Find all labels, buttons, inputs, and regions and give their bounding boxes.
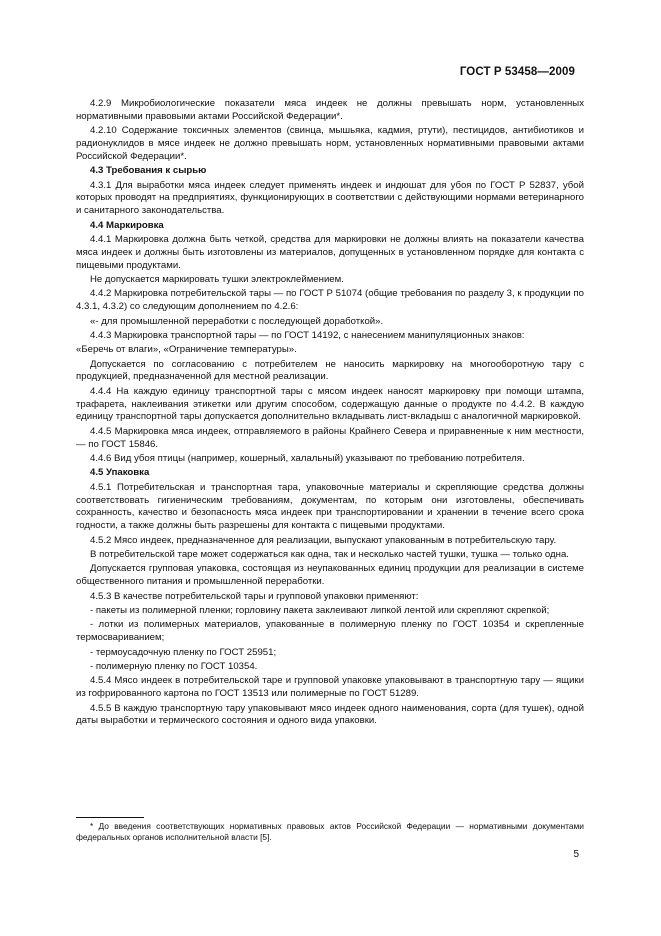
section-heading-4-3: 4.3 Требования к сырью <box>90 165 207 177</box>
footnote: * До введения соответствующих нормативных правовых актов Российской Федерации — нормативными документами федеральных органов исполнительной власти [5]. <box>76 821 584 842</box>
list-item-shrink-film: - термоусадочную пленку по ГОСТ 25951; <box>90 646 277 658</box>
paragraph-4-5-5: 4.5.5 В каждую транспортную тару упаковывают мясо индеек одного наименования, сорта (для тушек), одной даты выработки и термического состояния и одного вида упаковки. <box>76 702 584 727</box>
paragraph-4-4-3: 4.4.3 Маркировка транспортной тары — по ГОСТ 14192, с нанесением манипуляционных знаков: <box>90 329 525 341</box>
paragraph-4-2-9: 4.2.9 Микробиологические показатели мяса индеек не должны превышать норм, установленных нормативными правовыми актами Российской Федерации*. <box>76 98 584 122</box>
paragraph-4-4-1: 4.4.1 Маркировка должна быть четкой, средства для маркировки не должны влиять на показатели качества мяса индеек и должны быть изготовлены из материалов, допущенных в установленном порядке для контакта с пищевыми продуктами. <box>76 233 584 271</box>
paragraph-consumer-tare-parts: В потребительской таре может содержаться как одна, так и несколько частей тушки, тушка — только одна. <box>90 548 569 560</box>
paragraph-4-4-2-addition: «- для промышленной переработки с последующей доработкой». <box>90 315 384 327</box>
footnote-separator <box>76 817 144 818</box>
list-item-trays: - лотки из полимерных материалов, упакованные в полимерную пленку по ГОСТ 10354 и скрепленные термосвариванием; <box>76 619 584 644</box>
paragraph-4-4-2: 4.4.2 Маркировка потребительской тары — по ГОСТ Р 51074 (общие требования по разделу 3, к продукции по 4.3.1, 4.3.2) со следующим дополнением по 4.2.6: <box>76 288 584 313</box>
paragraph-no-electro-branding: Не допускается маркировать тушки электроклеймением. <box>90 273 344 285</box>
paragraph-4-2-10: 4.2.10 Содержание токсичных элементов (свинца, мышьяка, кадмия, ртути), пестицидов, антибиотиков и радионуклидов в мясе индеек не должно превышать норм, установленных нормативными правовыми актами Российской Федерации*. <box>76 125 584 162</box>
paragraph-4-5-1: 4.5.1 Потребительская и транспортная тара, упаковочные материалы и скрепляющие средства должны соответствовать гигиеническим требованиям, документам, по которым они изготовлены, обеспечивать сохранность, качество и безопасность мяса индеек при транспортировании и хранении в течение всего срока годности, а также должны быть разрешены для контакта с пищевыми продуктами. <box>76 481 584 532</box>
main-content <box>76 98 584 730</box>
paragraph-4-4-6: 4.4.6 Вид убоя птицы (например, кошерный, халальный) указывают по требованию потребителя. <box>90 453 525 465</box>
section-heading-4-5: 4.5 Упаковка <box>90 467 150 479</box>
paragraph-4-5-4: 4.5.4 Мясо индеек в потребительской таре и групповой упаковке упаковывают в транспортную тару — ящики из гофрированного картона по ГОСТ 13513 или полимерные по ГОСТ 51289. <box>76 675 584 700</box>
list-item-bags: - пакеты из полимерной пленки; горловину пакета заклеивают липкой лентой или скрепляют скрепкой; <box>90 604 550 616</box>
document-code: ГОСТ Р 53458—2009 <box>459 66 575 78</box>
list-item-polymer-film: - полимерную пленку по ГОСТ 10354. <box>90 660 258 672</box>
paragraph-4-4-5: 4.4.5 Маркировка мяса индеек, отправляемого в районы Крайнего Севера и приравненные к ним местности, — по ГОСТ 15846. <box>76 425 584 450</box>
paragraph-4-5-3: 4.5.3 В качестве потребительской тары и групповой упаковки применяют: <box>90 590 419 602</box>
paragraph-4-4-4: 4.4.4 На каждую единицу транспортной тары с мясом индеек наносят маркировку при помощи штампа, трафарета, наклеивания этикетки или другим способом, содержащую данные о продукте по 4.4.2. В каждую единицу транспортной тары допускается дополнительно вкладывать лист-вкладыш с аналогичной маркировкой. <box>76 385 584 423</box>
paragraph-4-4-3-signs: «Беречь от влаги», «Ограничение температуры». <box>76 344 297 356</box>
section-heading-4-4: 4.4 Маркировка <box>90 219 164 231</box>
paragraph-reusable-tare: Допускается по согласованию с потребителем не наносить маркировку на многооборотную тару с продукцией, предназначенной для местной реализации. <box>76 358 584 383</box>
paragraph-group-packaging: Допускается групповая упаковка, состоящая из неупакованных единиц продукции для реализации в системе общественного питания и промышленной переработки. <box>76 563 584 588</box>
paragraph-4-3-1: 4.3.1 Для выработки мяса индеек следует применять индеек и индюшат для убоя по ГОСТ Р 52837, убой которых проводят на предприятиях, функционирующих в соответствии с действующими нормами ветеринарного и санитарного законодательства. <box>76 179 584 217</box>
paragraph-4-5-2: 4.5.2 Мясо индеек, предназначенное для реализации, выпускают упакованным в потребительскую тару. <box>90 534 557 546</box>
page-number: 5 <box>573 849 579 860</box>
